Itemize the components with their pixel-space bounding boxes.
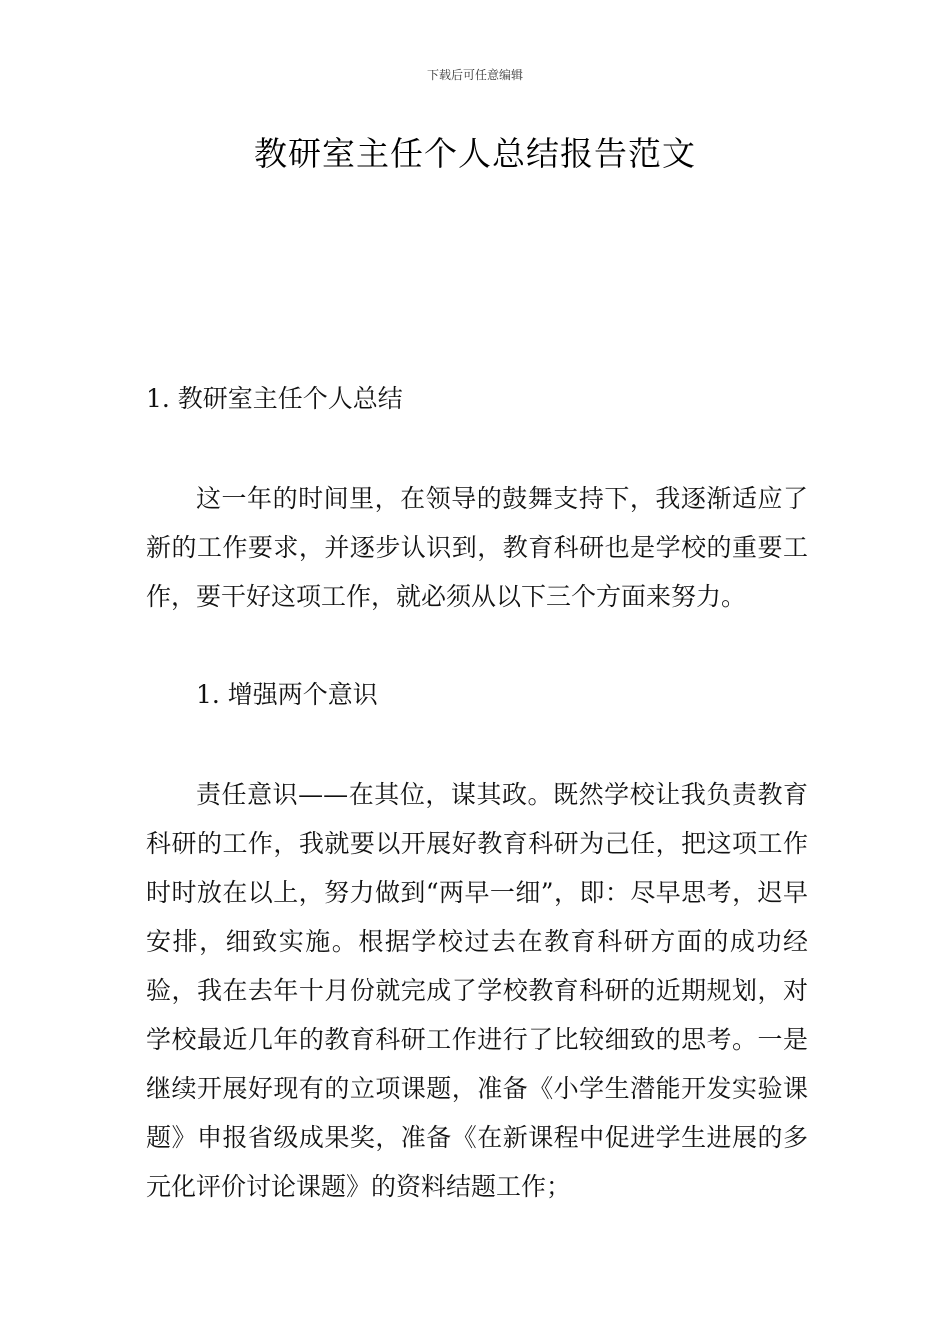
paragraph-responsibility: 责任意识——在其位，谋其政。既然学校让我负责教育科研的工作，我就要以开展好教育科研为己任，把这项工作时时放在以上，努力做到“两早一细”，即：尽早思考，迟早安排，细致实施。根据学校过去在教育科研方面的成功经验，我在去年十月份就完成了学校教育科研的近期规划，对学校最近几年的教育科研工作进行了比较细致的思考。一是继续开展好现有的立项课题，准备《小学生潜能开发实验课题》申报省级成果奖，准备《在新课程中促进学生进展的多元化评价讨论课题》的资料结题工作；: [146, 780, 808, 1201]
header-note: 下载后可任意编辑: [426, 68, 523, 82]
subheading: 1. 增强两个意识: [196, 680, 378, 709]
paragraph-intro: 这一年的时间里，在领导的鼓舞支持下，我逐渐适应了新的工作要求，并逐步认识到，教育科研也是学校的重要工作，要干好这项工作，就必须从以下三个方面来努力。: [146, 484, 808, 611]
section-heading: 1. 教研室主任个人总结: [146, 384, 403, 413]
document-title: 教研室主任个人总结报告范文: [254, 134, 696, 173]
